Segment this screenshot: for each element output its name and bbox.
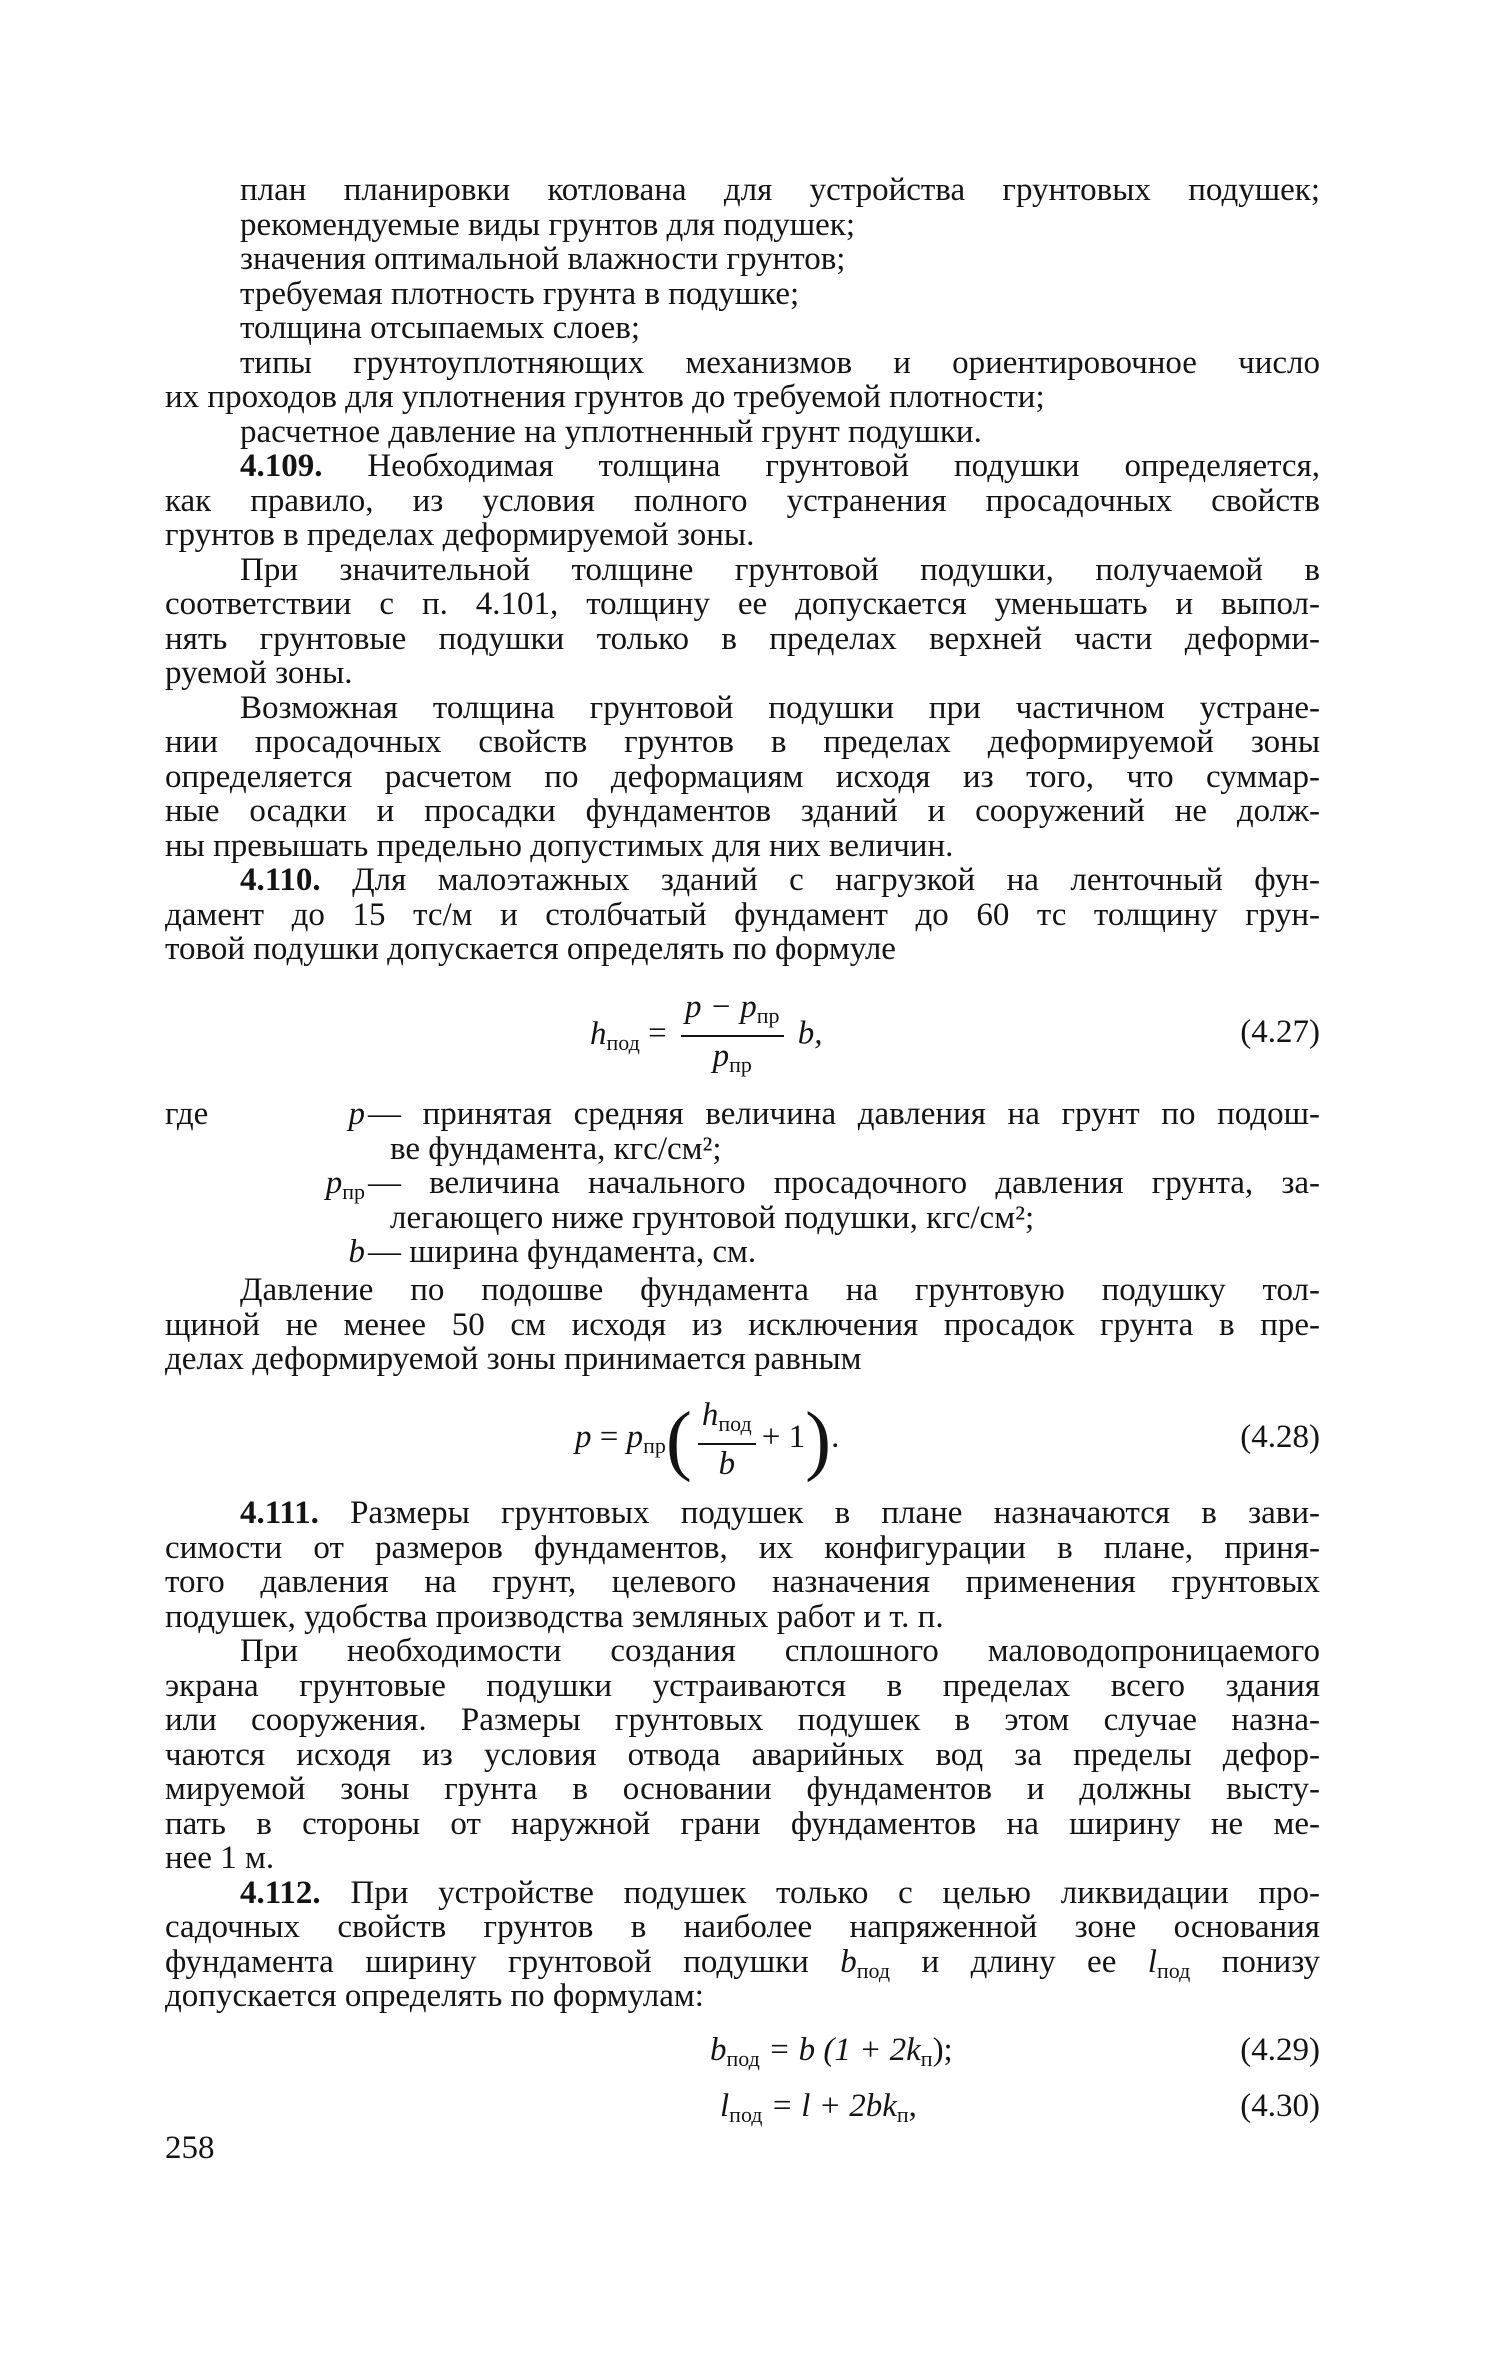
text-line: руемой зоны. [165, 655, 353, 691]
text-line: фундамента ширину грунтовой подушки $b_{под}$ и длину ее $l_{под}$ понизу [165, 1943, 1321, 1983]
right-paren: ) [805, 1395, 832, 1483]
text-line: чаются исходя из условия отвода аварийных вод за пределы дефор- [165, 1736, 1320, 1773]
text-block-dimensions [165, 1496, 1320, 2014]
text-line: определяется расчетом по деформациям исходя из того, что суммар- [165, 758, 1320, 795]
text-line: ные осадки и просадки фундаментов зданий и сооружений не долж- [165, 793, 1320, 829]
text-line: требуемая плотность грунта в подушке; [240, 275, 800, 312]
definition-p-pr [165, 1166, 1320, 1235]
fraction: $\frac{h_{под}}{b}$ [698, 1398, 756, 1481]
text-line: значения оптимальной влажности грунтов; [240, 241, 846, 277]
formula-4-27: $h_{под}$ = $\frac{p - p_{пр}}{p_{пр}}$ b, (4.27) [165, 990, 1320, 1074]
text: Необходимая толщина грунтовой подушки определяется, [367, 448, 1320, 484]
text-line: грунтов в пределах деформируемой зоны. [165, 517, 755, 553]
text-line: как правило, из условия полного устранения просадочных свойств [165, 482, 1320, 519]
text-line: дамент до 15 тс/м и столбчатый фундамент до 60 тс толщину грун- [165, 896, 1320, 933]
text-line [165, 449, 1320, 484]
text-line: ве фундамента, кгс/см²; [390, 1130, 722, 1167]
text-line: рекомендуемые виды грунтов для подушек; [240, 206, 855, 243]
text-line: Давление по подошве фундамента на грунтовую подушку тол- [240, 1272, 1320, 1308]
text-line: пать в стороны от наружной грани фундаментов на ширину не ме- [165, 1805, 1320, 1842]
definition-b [165, 1235, 1320, 1270]
text: Для малоэтажных зданий с нагрузкой на ленточный фун- [352, 862, 1320, 898]
text-line: или сооружения. Размеры грунтовых подушек в этом случае назна- [165, 1702, 1320, 1738]
fraction: $\frac{p - p_{пр}}{p_{пр}}$ [681, 990, 784, 1082]
text-line: нять грунтовые подушки только в пределах верхней части деформи- [165, 620, 1320, 657]
text-line: Возможная толщина грунтовой подушки при частичном устране- [240, 689, 1320, 726]
text-line: — величина начального просадочного давления грунта, за- [368, 1165, 1320, 1201]
formula-lhs: $h_{под}$ [590, 1015, 640, 1055]
text-line: мируемой зоны грунта в основании фундаментов и должны высту- [165, 1771, 1320, 1807]
text-line: — принятая средняя величина давления на грунт по подош- [368, 1096, 1320, 1132]
text-block-requirements [165, 173, 1320, 967]
text-line [165, 1876, 1320, 1911]
text: Размеры грунтовых подушек в плане назначаются в зави- [350, 1495, 1320, 1531]
text-line: нии просадочных свойств грунтов в пределах деформируемой зоны [165, 724, 1320, 760]
text-line: ны превышать предельно допустимых для них величин. [165, 827, 954, 864]
text-line: щиной не менее 50 см исходя из исключения просадок грунта в пре- [165, 1306, 1320, 1343]
left-paren: ( [665, 1395, 692, 1483]
text-line [165, 863, 1320, 898]
symbol: p [348, 1096, 365, 1132]
text-line: экрана грунтовые подушки устраиваются в пределах всего здания [165, 1667, 1320, 1704]
text-line: расчетное давление на уплотненный грунт подушки. [240, 413, 982, 450]
page-number: 258 [165, 2130, 215, 2166]
text-line: симости от размеров фундаментов, их конфигурации в плане, приня- [165, 1529, 1320, 1566]
equation-number: (4.28) [1240, 1419, 1320, 1455]
section-number: 4.111. [240, 1495, 319, 1531]
section-number: 4.112. [240, 1874, 321, 1911]
text-line: садочных свойств грунтов в наиболее напряженной зоне основания [165, 1909, 1320, 1945]
variable-definitions [165, 1097, 1320, 1270]
text-line: соответствии с п. 4.101, толщину ее допускается уменьшать и выпол- [165, 586, 1320, 622]
definition-p [165, 1097, 1320, 1166]
text-line: их проходов для уплотнения грунтов до требуемой плотности; [165, 379, 1045, 415]
text-line: товой подушки допускается определять по формуле [165, 931, 896, 967]
formula-4-28: $p = p_{пр}$( $\frac{h_{под}}{b}$ + 1). (4.28) [575, 1395, 1320, 1483]
symbol: $p_{пр}$ [325, 1165, 365, 1204]
text-line: легающего ниже грунтовой подушки, кгс/см²; [390, 1199, 1035, 1236]
section-number: 4.110. [240, 862, 321, 898]
text-line: типы грунтоуплотняющих механизмов и ориентировочное число [240, 344, 1320, 381]
text-line: допускается определять по формулам: [165, 1978, 704, 2014]
text-line [165, 1496, 1320, 1531]
equation-number: (4.29) [1240, 2032, 1320, 2068]
where-label: где [165, 1096, 209, 1132]
text-line: план планировки котлована для устройства грунтовых подушек; [240, 172, 1320, 208]
text: При устройстве подушек только с целью ликвидации про- [350, 1874, 1320, 1911]
text-line: делах деформируемой зоны принимается равным [165, 1341, 862, 1377]
text-line: — ширина фундамента, см. [368, 1234, 757, 1270]
text-line: того давления на грунт, целевого назначения применения грунтовых [165, 1564, 1320, 1600]
text-line: нее 1 м. [165, 1840, 275, 1876]
symbol: b [348, 1234, 365, 1270]
text-line: толщина отсыпаемых слоев; [240, 310, 641, 346]
text-line: подушек, удобства производства земляных работ и т. п. [165, 1598, 944, 1635]
section-number: 4.109. [240, 448, 323, 484]
equation-number: (4.27) [1240, 1014, 1320, 1050]
equation-number: (4.30) [1240, 2088, 1320, 2124]
text-line: При необходимости создания сплошного маловодопроницаемого [240, 1633, 1320, 1669]
text-block-pressure [165, 1273, 1320, 1377]
text-line: При значительной толщине грунтовой подушки, получаемой в [240, 551, 1320, 588]
